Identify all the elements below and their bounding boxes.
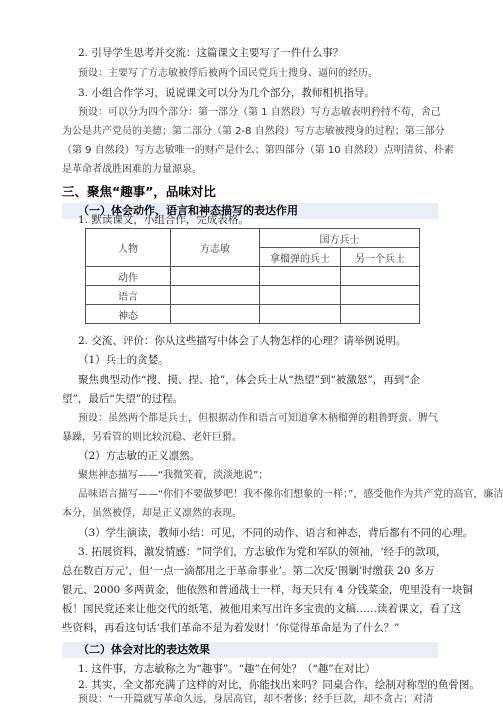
table-row-label: 动作 <box>86 267 171 286</box>
preset-line: 预设：主要写了方志敏被俘后被两个国民党兵士搜身、逼问的经历。 <box>78 68 378 79</box>
paragraph-line: 总在数百万元’，但‘一点一滴都用之于革命事业’。第二次反‘围剿’时缴获 20 多万 <box>62 565 435 577</box>
preset-line: 预设：“一开篇就写革命久远，身居高官，却不奢侈；经手巨款，却不贪占；对清 <box>78 694 434 705</box>
paragraph-line: 1. 默读课文，小组合作，完成表格。 <box>78 214 249 226</box>
table-cell <box>260 286 341 305</box>
paragraph-line: 品味语言描写——“你们不要做梦吧！我不像你们想象的一样；”，感受他作为共产党的高官，廉洁 <box>78 489 503 500</box>
paragraph-line: 本分，虽然被俘，却是正义凛然的表现。 <box>62 508 242 519</box>
table-cell <box>171 286 260 305</box>
table-cell <box>171 305 260 324</box>
paragraph-line: 3. 小组合作学习，说说课文可以分为几个部分，教师相机指导。 <box>78 87 375 99</box>
paragraph-line: 板！国民党还来让他交代的纸笔，被他用来写出许多宝贵的文稿……读着课文，看了这 <box>62 603 461 615</box>
preset-line: （第 9 自然段）写方志敏唯一的财产是什么；第四部分（第 10 自然段）点明清贫、朴素 <box>62 145 454 156</box>
paragraph-line: 些资料，再看这句话‘我们革命不是为着发财！’你觉得革命是为了什么？” <box>62 622 400 634</box>
preset-line: 为公是共产党员的美德；第二部分（第 2-8 自然段）写方志敏被搜身的过程；第三部分 <box>62 126 445 137</box>
paragraph-line: 聚焦典型动作“搜、摸、捏、抢”，体会兵士从“热望”到“被激怒”，再到“企 <box>78 374 421 386</box>
table-cell <box>341 267 420 286</box>
paragraph-line: 望”，最后“失望”的过程。 <box>62 393 184 405</box>
table-cell <box>260 305 341 324</box>
table-cell <box>171 267 260 286</box>
paragraph-line: （2）方志敏的正义凛然。 <box>78 450 201 462</box>
table-header-soldier-1: 拿榴弹的兵士 <box>260 248 341 267</box>
paragraph-line: （1）兵士的贪婪。 <box>78 354 169 366</box>
table-row-label: 神态 <box>86 305 171 324</box>
table-header-person: 人物 <box>86 229 171 267</box>
subsection-heading: （一）体会动作、语言和神态描写的表达作用 <box>78 204 298 217</box>
preset-line: 预设：可以分为四个部分：第一部分（第 1 自然段）写方志敏表明矜持不苟，舍己 <box>78 107 441 118</box>
paragraph-line: （3）学生演读，教师小结：可见，不同的动作、语言和神态，背后都有不同的心理。 <box>78 527 474 539</box>
table-cell <box>341 305 420 324</box>
paragraph-line: 2. 其实，全文都充满了这样的对比，你能找出来吗？同桌合作，绘制对称型的鱼骨图。 <box>78 679 480 691</box>
table-header-fang: 方志敏 <box>171 229 260 267</box>
preset-line: 暴躁，另看管的则比较沉稳、老奸巨猾。 <box>62 432 242 443</box>
paragraph-line: 聚焦神态描写——“我微笑着，淡淡地说”； <box>78 470 269 481</box>
analysis-table <box>85 228 420 324</box>
table-header-soldiers: 国方兵士 <box>260 229 420 248</box>
preset-line: 是革命者战胜困难的力量源泉。 <box>62 164 202 175</box>
subsection-heading: （二）体会对比的表达效果 <box>78 643 210 656</box>
paragraph-line: 2. 交流、评价：你从这些描写中体会了人物怎样的心理？请举例说明。 <box>78 335 407 347</box>
table-cell <box>260 267 341 286</box>
section-heading: 三、聚焦“趣事”，品味对比 <box>62 184 216 199</box>
preset-line: 预设：虽然两个都是兵士，但根据动作和语言可知道拿木柄榴弹的粗鲁野蛮、脾气 <box>78 413 438 424</box>
table-header-soldier-2: 另一个兵士 <box>341 248 420 267</box>
paragraph-line: 3. 拓展资料，激发情感：“同学们，方志敏作为党和军队的领袖，‘经手的款项， <box>78 546 447 558</box>
paragraph-line: 1. 这件事，方志敏称之为“趣事”。“趣”在何处？（“趣”在对比） <box>78 663 376 675</box>
paragraph-line: 银元、2000 多两黄金，他依然和普通战士一样，每天只有 4 分钱菜金，兜里没有一块铜 <box>62 584 473 596</box>
table-row-label: 语言 <box>86 286 171 305</box>
table-cell <box>341 286 420 305</box>
paragraph-line: 2. 引导学生思考并交流：这篇课文主要写了一件什么事？ <box>78 47 344 59</box>
